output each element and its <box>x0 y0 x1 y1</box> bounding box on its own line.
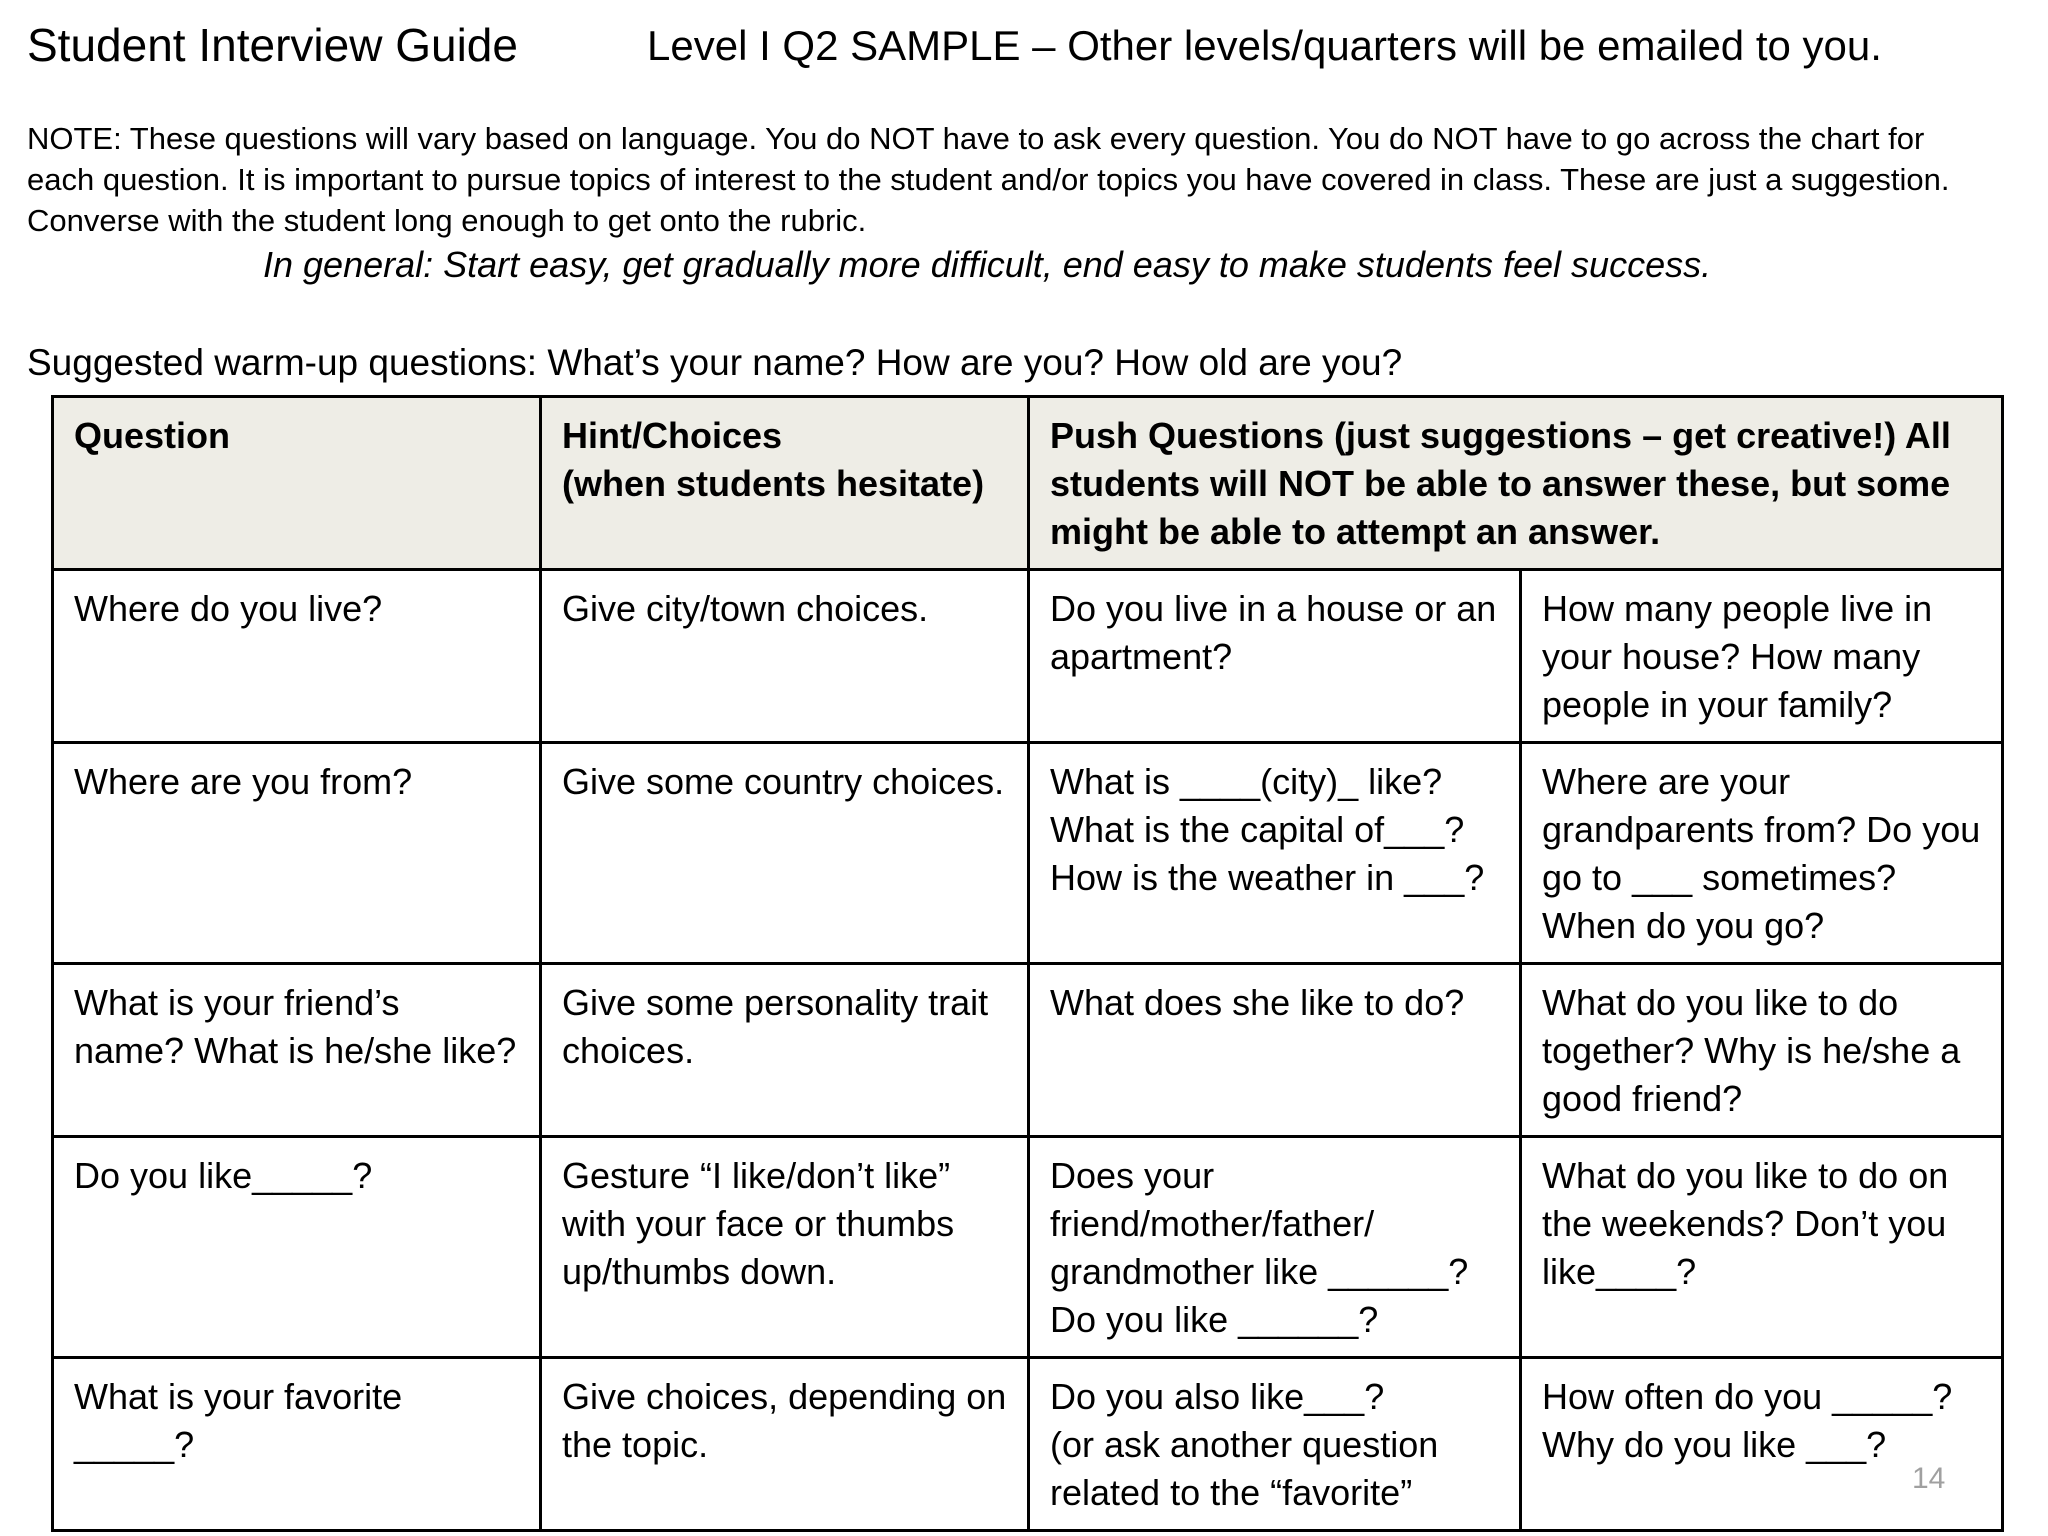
header-push: Push Questions (just suggestions – get creative!) All students will NOT be able to answer these, but some might be able to attempt an answer. <box>1029 397 2003 570</box>
table-row <box>53 1358 2003 1531</box>
table-cell: Do you also like___? (or ask another question related to the “favorite” <box>1029 1358 1521 1531</box>
note-paragraph: NOTE: These questions will vary based on language. You do NOT have to ask every question. You do NOT have to go across the chart for each question. It is important to pursue topics of interest to the student and/or topics you have covered in class. These are just a suggestion. Converse with the student long enough to get onto the rubric. <box>27 121 1950 238</box>
table-cell: Do you live in a house or an apartment? <box>1029 570 1521 743</box>
header-question: Question <box>53 397 541 570</box>
table-cell: Where are you from? <box>53 743 541 964</box>
table-cell: Give choices, depending on the topic. <box>541 1358 1029 1531</box>
table-cell: What is ____(city)_ like? What is the capital of___? How is the weather in ___? <box>1029 743 1521 964</box>
general-tip: In general: Start easy, get gradually more difficult, end easy to make students feel success. <box>263 244 1712 285</box>
table-row <box>53 570 2003 743</box>
table-cell: How often do you _____? Why do you like ___? <box>1521 1358 2003 1531</box>
warmup-questions: Suggested warm-up questions: What’s your name? How are you? How old are you? <box>27 342 1403 383</box>
table-cell: Give city/town choices. <box>541 570 1029 743</box>
interview-table <box>51 395 2004 1532</box>
page-title <box>27 18 518 72</box>
table-header-row <box>53 397 2003 570</box>
table-row <box>53 964 2003 1137</box>
table-cell: Does your friend/mother/father/ grandmother like ______? Do you like ______? <box>1029 1137 1521 1358</box>
table-cell: What is your friend’s name? What is he/she like? <box>53 964 541 1137</box>
table-cell: What do you like to do together? Why is he/she a good friend? <box>1521 964 2003 1137</box>
table-cell: Do you like_____? <box>53 1137 541 1358</box>
table-cell: Where are your grandparents from? Do you go to ___ sometimes? When do you go? <box>1521 743 2003 964</box>
table-cell: What is your favorite _____? <box>53 1358 541 1531</box>
table-cell: Where do you live? <box>53 570 541 743</box>
table-cell: Gesture “I like/don’t like” with your face or thumbs up/thumbs down. <box>541 1137 1029 1358</box>
table-cell: Give some personality trait choices. <box>541 964 1029 1137</box>
table-cell: What do you like to do on the weekends? Don’t you like____? <box>1521 1137 2003 1358</box>
table-row <box>53 1137 2003 1358</box>
level-note: Level I Q2 SAMPLE – Other levels/quarters will be emailed to you. <box>647 22 1882 69</box>
page-number: 14 <box>1912 1462 1946 1495</box>
table-cell: How many people live in your house? How many people in your family? <box>1521 570 2003 743</box>
guide-title: Student Interview Guide <box>27 19 518 71</box>
table-row <box>53 743 2003 964</box>
table-cell: What does she like to do? <box>1029 964 1521 1137</box>
table-cell: Give some country choices. <box>541 743 1029 964</box>
header-hint: Hint/Choices (when students hesitate) <box>541 397 1029 570</box>
